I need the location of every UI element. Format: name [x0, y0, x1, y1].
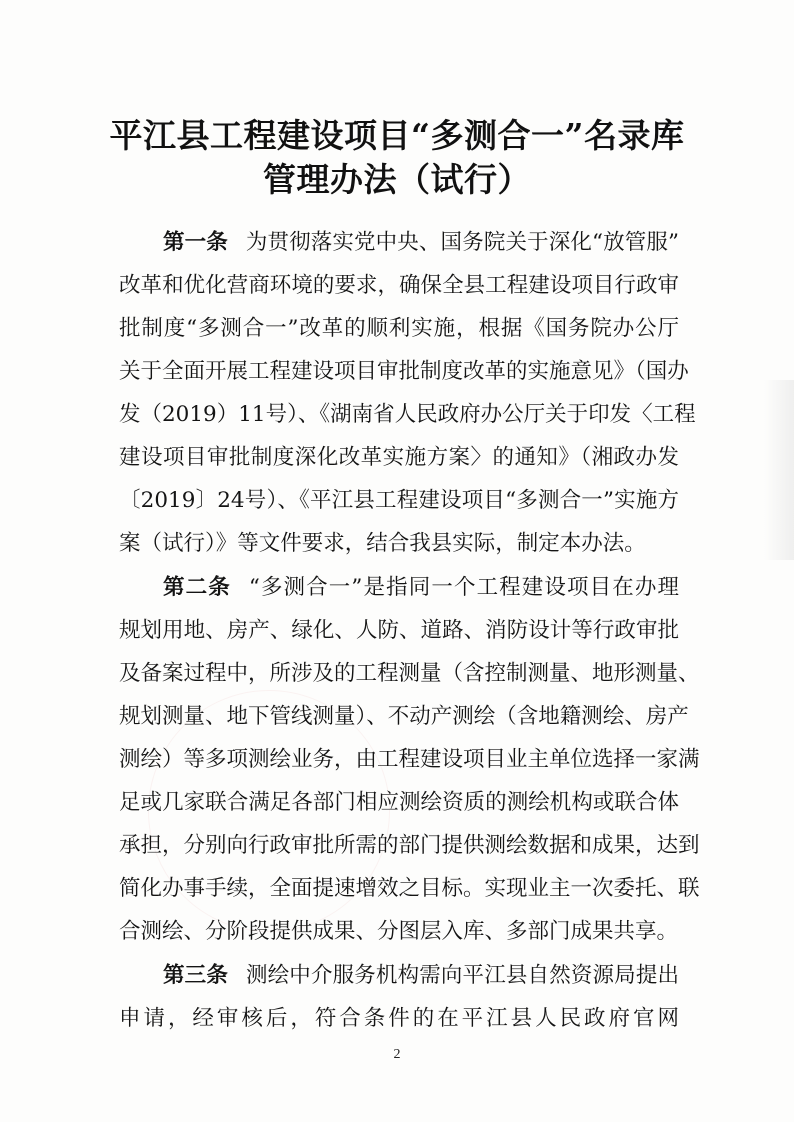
- document-title-line-2: 管理办法（试行）: [263, 160, 531, 199]
- article-1-line-3: 批制度“多测合一”改革的顺利实施，根据《国务院办公厅: [119, 316, 679, 341]
- article-1-line-7: 〔2019〕24号）、《平江县工程建设项目“多测合一”实施方: [119, 488, 679, 513]
- article-2-line-2: 规划用地、房产、绿化、人防、道路、消防设计等行政审批: [119, 618, 679, 643]
- article-1-heading: 第一条: [163, 230, 228, 255]
- document-title-line-1: 平江县工程建设项目“多测合一”名录库: [109, 116, 685, 155]
- article-2-line-8: 简化办事手续，全面提速增效之目标。实现业主一次委托、联: [119, 876, 700, 901]
- page-number: 2: [393, 1047, 401, 1062]
- article-2-line-4: 规划测量、地下管线测量）、不动产测绘（含地籍测绘、房产: [119, 704, 689, 729]
- article-1-line-6: 建设项目审批制度深化改革实施方案〉的通知》（湘政办发: [119, 445, 679, 470]
- article-2-line-9: 合测绘、分阶段提供成果、分图层入库、多部门成果共享。: [119, 919, 679, 944]
- article-2-text: “多测合一”是指同一个工程建设项目在办理: [248, 575, 679, 600]
- scan-edge-shading: [764, 380, 794, 560]
- article-3-text: 测绘中介服务机构需向平江县自然资源局提出: [245, 963, 679, 988]
- article-1-line-2: 改革和优化营商环境的要求，确保全县工程建设项目行政审: [119, 273, 679, 298]
- article-2-line-5: 测绘）等多项测绘业务，由工程建设项目业主单位选择一家满: [119, 747, 700, 772]
- article-2-line-7: 承担，分别向行政审批所需的部门提供测绘数据和成果，达到: [119, 833, 700, 858]
- article-1-line-5: 发（2019）11号）、《湖南省人民政府办公厅关于印发〈工程: [119, 402, 696, 427]
- article-2-line-1: [163, 577, 679, 599]
- article-1-line-1: [163, 232, 679, 254]
- article-1-line-8: 案（试行）》等文件要求，结合我县实际，制定本办法。: [119, 531, 646, 556]
- article-3-heading: 第三条: [163, 963, 228, 988]
- article-2-line-3: 及备案过程中，所涉及的工程测量（含控制测量、地形测量、: [119, 661, 700, 686]
- article-1-line-4: 关于全面开展工程建设项目审批制度改革的实施意见》（国办: [119, 359, 689, 384]
- article-3-line-2: 申请，经审核后，符合条件的在平江县人民政府官网: [119, 1006, 679, 1031]
- article-2-heading: 第二条: [163, 575, 231, 600]
- article-3-line-1: [163, 965, 679, 987]
- article-1-text: 为贯彻落实党中央、国务院关于深化“放管服”: [245, 230, 679, 255]
- article-2-line-6: 足或几家联合满足各部门相应测绘资质的测绘机构或联合体: [119, 790, 679, 815]
